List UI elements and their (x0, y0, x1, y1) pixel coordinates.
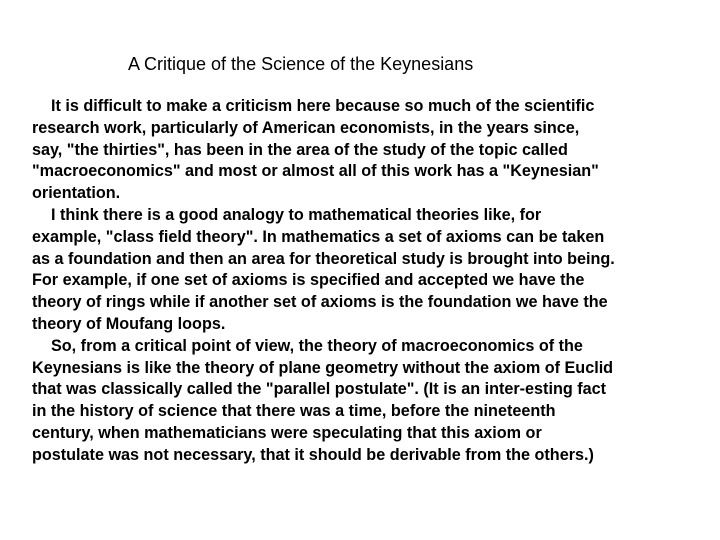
paragraph-1-line-2: research work, particularly of American economists, in the years since, (32, 118, 580, 137)
paragraph-3-line-1: So, from a critical point of view, the theory of macroeconomics of the (51, 336, 583, 355)
slide-body (32, 96, 692, 467)
paragraph-1-line-4: "macroeconomics" and most or almost all of this work has a "Keynesian" (32, 162, 599, 181)
paragraph-2-line-6: theory of Moufang loops. (32, 314, 226, 333)
paragraph-3-line-3: that was classically called the "parallel postulate". (It is an inter-esting fact (32, 380, 607, 399)
paragraph-1-line-1: It is difficult to make a criticism here because so much of the scientific (51, 97, 595, 115)
paragraph-3-line-2: Keynesians is like the theory of plane geometry without the axiom of Euclid (32, 358, 614, 377)
slide-title: A Critique of the Science of the Keynesians (128, 54, 474, 74)
paragraph-1-line-3: say, "the thirties", has been in the area of the study of the topic called (32, 140, 568, 159)
paragraph-2-line-5: theory of rings while if another set of axioms is the foundation we have the (32, 293, 608, 312)
paragraph-3-line-6: postulate was not necessary, that it should be derivable from the others.) (32, 445, 594, 464)
paragraph-2-line-3: as a foundation and then an area for theoretical study is brought into being. (32, 249, 615, 268)
paragraph-2-line-2: example, "class field theory". In mathematics a set of axioms can be taken (32, 227, 605, 246)
paragraph-2-line-1: I think there is a good analogy to mathematical theories like, for (51, 205, 542, 224)
paragraph-3-line-4: in the history of science that there was a time, before the nineteenth (32, 402, 556, 421)
paragraph-3-line-5: century, when mathematicians were speculating that this axiom or (32, 423, 542, 442)
paragraph-2-line-4: For example, if one set of axioms is specified and accepted we have the (32, 271, 585, 290)
paragraph-1-line-5: orientation. (32, 184, 121, 203)
